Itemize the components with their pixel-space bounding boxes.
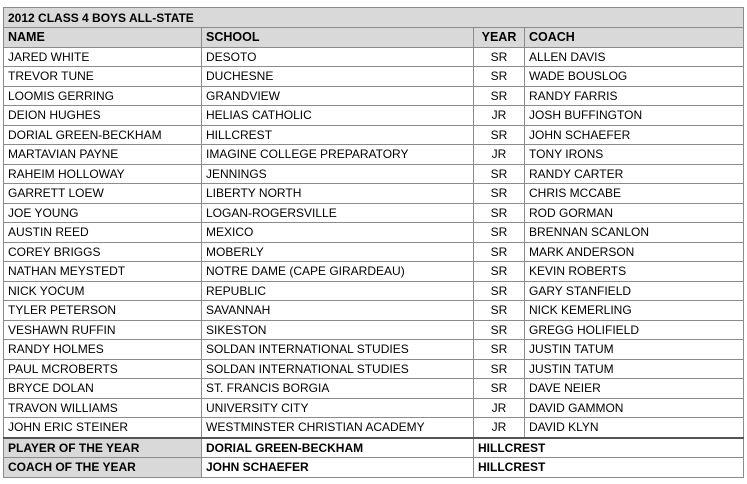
cell-name: JARED WHITE (4, 47, 202, 67)
cell-school: LIBERTY NORTH (202, 184, 474, 204)
cell-year: SR (474, 125, 525, 145)
award-recipient: DORIAL GREEN-BECKHAM (202, 438, 474, 458)
cell-coach: BRENNAN SCANLON (525, 223, 744, 243)
header-coach: COACH (525, 28, 744, 48)
table-row (4, 125, 744, 145)
cell-coach: DAVE NEIER (525, 379, 744, 399)
table-row (4, 145, 744, 165)
table-row (4, 379, 744, 399)
cell-name: NICK YOCUM (4, 281, 202, 301)
table-row (4, 184, 744, 204)
table-row (4, 47, 744, 67)
cell-year: SR (474, 223, 525, 243)
cell-school: GRANDVIEW (202, 86, 474, 106)
cell-school: SOLDAN INTERNATIONAL STUDIES (202, 340, 474, 360)
cell-coach: NICK KEMERLING (525, 301, 744, 321)
cell-year: JR (474, 398, 525, 418)
cell-year: JR (474, 418, 525, 438)
cell-year: SR (474, 67, 525, 87)
cell-name: NATHAN MEYSTEDT (4, 262, 202, 282)
cell-name: BRYCE DOLAN (4, 379, 202, 399)
cell-coach: ALLEN DAVIS (525, 47, 744, 67)
cell-coach: JUSTIN TATUM (525, 340, 744, 360)
cell-year: SR (474, 262, 525, 282)
cell-name: TREVOR TUNE (4, 67, 202, 87)
table-row (4, 262, 744, 282)
table-row (4, 106, 744, 126)
cell-coach: ROD GORMAN (525, 203, 744, 223)
table-row (4, 67, 744, 87)
cell-coach: CHRIS MCCABE (525, 184, 744, 204)
award-label: COACH OF THE YEAR (4, 458, 202, 478)
cell-year: JR (474, 106, 525, 126)
cell-year: SR (474, 203, 525, 223)
all-state-table-container (3, 7, 744, 478)
table-title: 2012 CLASS 4 BOYS ALL-STATE (4, 8, 744, 28)
cell-name: AUSTIN REED (4, 223, 202, 243)
cell-name: VESHAWN RUFFIN (4, 320, 202, 340)
cell-year: SR (474, 281, 525, 301)
cell-coach: JUSTIN TATUM (525, 359, 744, 379)
cell-coach: WADE BOUSLOG (525, 67, 744, 87)
cell-school: NOTRE DAME (CAPE GIRARDEAU) (202, 262, 474, 282)
table-row (4, 223, 744, 243)
cell-year: SR (474, 164, 525, 184)
table-row (4, 301, 744, 321)
cell-year: SR (474, 301, 525, 321)
header-year: YEAR (474, 28, 525, 48)
cell-name: PAUL MCROBERTS (4, 359, 202, 379)
table-row (4, 203, 744, 223)
cell-coach: KEVIN ROBERTS (525, 262, 744, 282)
cell-coach: DAVID KLYN (525, 418, 744, 438)
cell-name: MARTAVIAN PAYNE (4, 145, 202, 165)
cell-school: JENNINGS (202, 164, 474, 184)
cell-name: RANDY HOLMES (4, 340, 202, 360)
cell-name: COREY BRIGGS (4, 242, 202, 262)
cell-school: HELIAS CATHOLIC (202, 106, 474, 126)
cell-year: SR (474, 184, 525, 204)
cell-name: DEION HUGHES (4, 106, 202, 126)
table-row (4, 398, 744, 418)
table-row (4, 418, 744, 438)
cell-coach: GREGG HOLIFIELD (525, 320, 744, 340)
table-row (4, 359, 744, 379)
cell-year: SR (474, 86, 525, 106)
cell-school: HILLCREST (202, 125, 474, 145)
award-row (4, 458, 744, 478)
cell-name: LOOMIS GERRING (4, 86, 202, 106)
cell-coach: RANDY FARRIS (525, 86, 744, 106)
cell-school: REPUBLIC (202, 281, 474, 301)
cell-school: LOGAN-ROGERSVILLE (202, 203, 474, 223)
header-school: SCHOOL (202, 28, 474, 48)
cell-school: SOLDAN INTERNATIONAL STUDIES (202, 359, 474, 379)
cell-school: WESTMINSTER CHRISTIAN ACADEMY (202, 418, 474, 438)
table-row (4, 86, 744, 106)
cell-coach: GARY STANFIELD (525, 281, 744, 301)
cell-school: ST. FRANCIS BORGIA (202, 379, 474, 399)
cell-coach: JOHN SCHAEFER (525, 125, 744, 145)
cell-year: JR (474, 145, 525, 165)
cell-school: IMAGINE COLLEGE PREPARATORY (202, 145, 474, 165)
cell-year: SR (474, 320, 525, 340)
cell-coach: MARK ANDERSON (525, 242, 744, 262)
cell-school: UNIVERSITY CITY (202, 398, 474, 418)
cell-name: TYLER PETERSON (4, 301, 202, 321)
cell-school: DUCHESNE (202, 67, 474, 87)
table-row (4, 242, 744, 262)
award-school: HILLCREST (474, 458, 744, 478)
cell-school: DESOTO (202, 47, 474, 67)
table-title-row (4, 8, 744, 28)
award-recipient: JOHN SCHAEFER (202, 458, 474, 478)
cell-coach: RANDY CARTER (525, 164, 744, 184)
cell-school: SAVANNAH (202, 301, 474, 321)
header-name: NAME (4, 28, 202, 48)
cell-year: SR (474, 359, 525, 379)
table-row (4, 281, 744, 301)
cell-name: TRAVON WILLIAMS (4, 398, 202, 418)
award-row (4, 438, 744, 458)
cell-name: JOE YOUNG (4, 203, 202, 223)
cell-coach: TONY IRONS (525, 145, 744, 165)
all-state-table (3, 7, 744, 478)
cell-year: SR (474, 340, 525, 360)
table-row (4, 340, 744, 360)
cell-year: SR (474, 47, 525, 67)
award-label: PLAYER OF THE YEAR (4, 438, 202, 458)
cell-school: SIKESTON (202, 320, 474, 340)
award-school: HILLCREST (474, 438, 744, 458)
table-row (4, 164, 744, 184)
header-row (4, 28, 744, 48)
table-row (4, 320, 744, 340)
cell-year: SR (474, 379, 525, 399)
cell-name: RAHEIM HOLLOWAY (4, 164, 202, 184)
cell-name: GARRETT LOEW (4, 184, 202, 204)
cell-name: DORIAL GREEN-BECKHAM (4, 125, 202, 145)
cell-coach: JOSH BUFFINGTON (525, 106, 744, 126)
cell-name: JOHN ERIC STEINER (4, 418, 202, 438)
cell-coach: DAVID GAMMON (525, 398, 744, 418)
cell-school: MOBERLY (202, 242, 474, 262)
cell-year: SR (474, 242, 525, 262)
cell-school: MEXICO (202, 223, 474, 243)
